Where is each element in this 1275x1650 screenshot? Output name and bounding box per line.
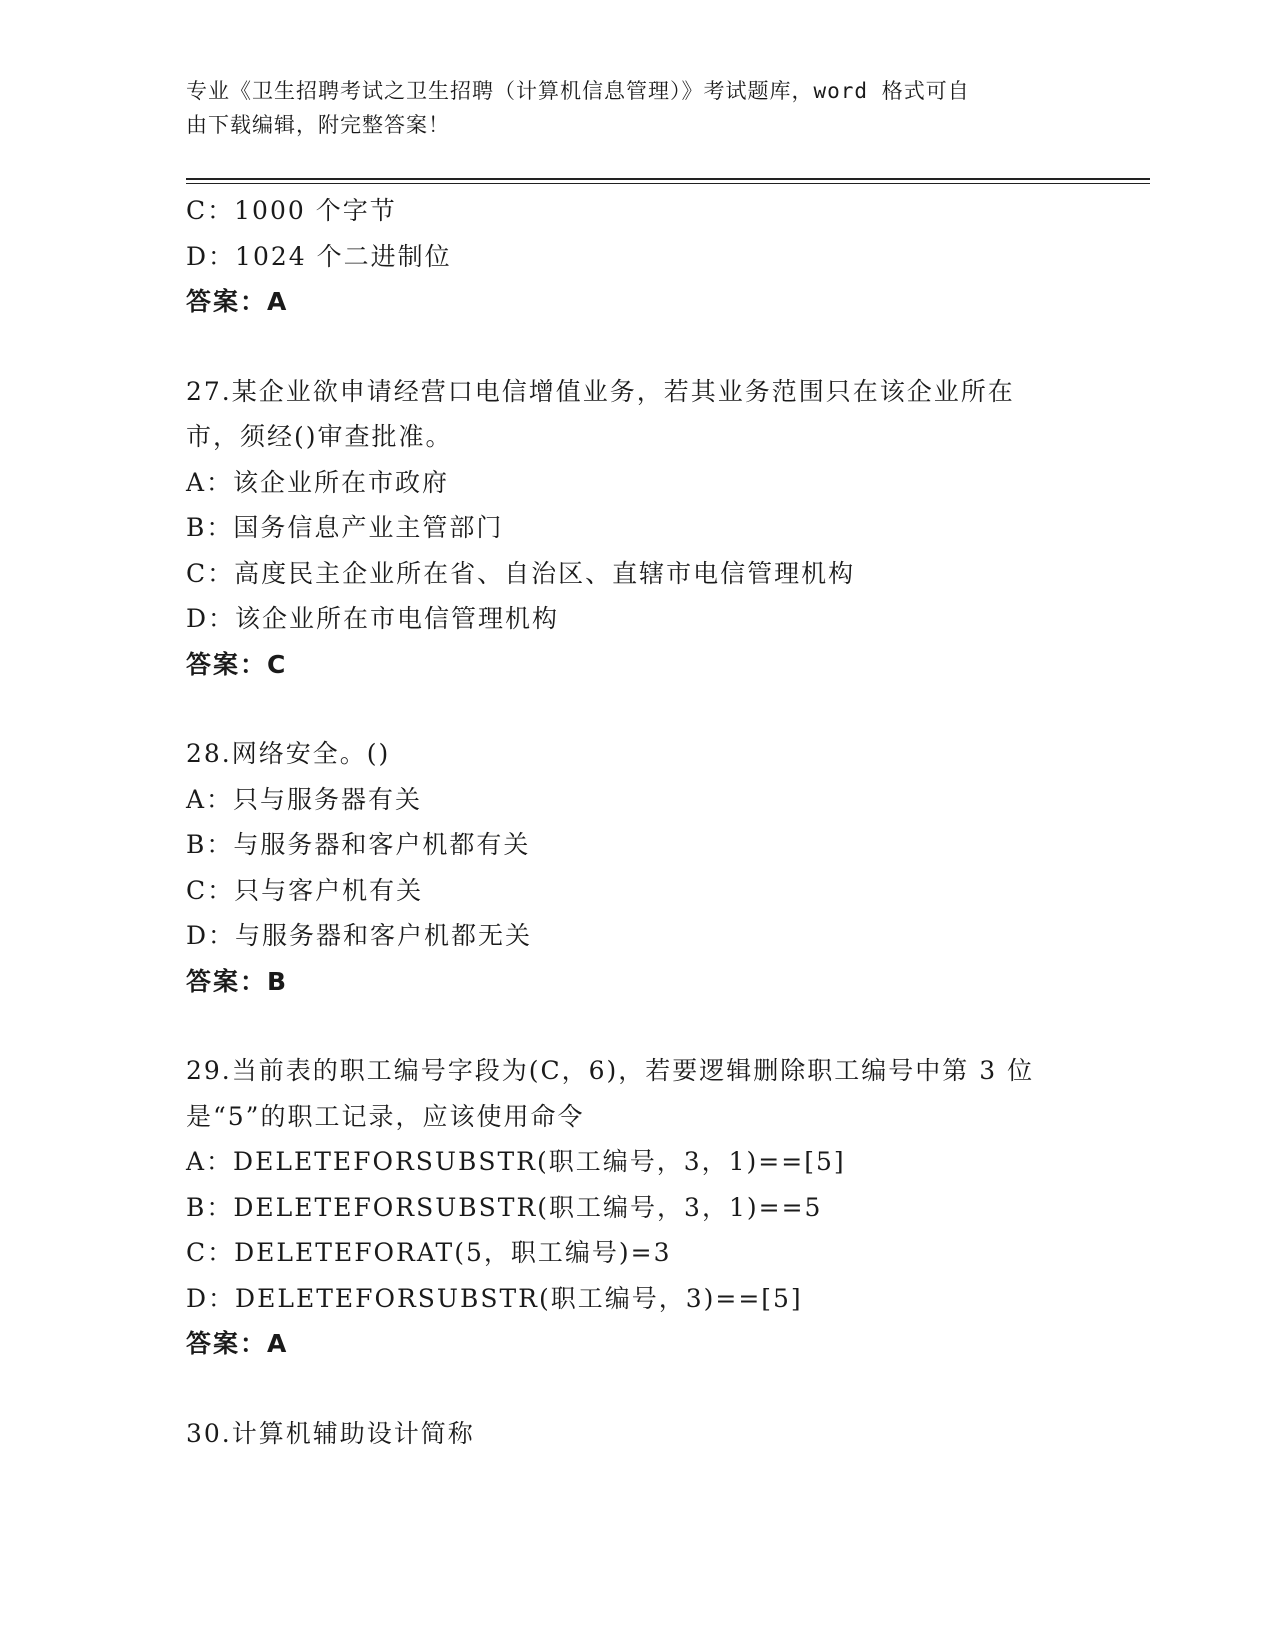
option-d: D：1024 个二进制位 (186, 241, 452, 271)
question-stem: 28.网络安全。() (186, 739, 391, 768)
document-header (186, 74, 1066, 142)
option-c: C：高度民主企业所在省、自治区、直辖市电信管理机构 (186, 558, 856, 588)
option-b: B：DELETEFORSUBSTR(职工编号，3，1)==5 (186, 1192, 823, 1222)
option-a: A：只与服务器有关 (186, 784, 423, 814)
prev-question (186, 188, 1086, 325)
question-stem: 29.当前表的职工编号字段为(C，6)，若要逻辑删除职工编号中第 3 位 (186, 1056, 1035, 1085)
option-c: C：DELETEFORAT(5，职工编号)=3 (186, 1238, 672, 1267)
option-b: B：与服务器和客户机都有关 (186, 830, 531, 859)
option-c: C：只与客户机有关 (186, 875, 424, 905)
question-stem: 市，须经()审查批准。 (186, 422, 453, 451)
header-rule-thick (186, 178, 1150, 180)
answer-line: 答案：A (186, 1329, 289, 1358)
question-body (186, 188, 1086, 1456)
header-line-1: 专业《卫生招聘考试之卫生招聘（计算机信息管理）》考试题库，word 格式可自 (186, 79, 970, 103)
option-a: A：该企业所在市政府 (186, 467, 450, 497)
answer-line: 答案：B (186, 966, 289, 996)
option-a: A：DELETEFORSUBSTR(职工编号，3，1)==[5] (186, 1147, 846, 1176)
header-rule-thin (186, 183, 1150, 184)
header-line-2: 由下载编辑，附完整答案！ (186, 113, 450, 137)
question-27 (186, 369, 1086, 688)
option-b: B：国务信息产业主管部门 (186, 513, 504, 542)
answer-line: 答案：C (186, 649, 288, 679)
question-29 (186, 1048, 1086, 1367)
option-d: D：该企业所在市电信管理机构 (186, 604, 560, 633)
answer-line: 答案：A (186, 287, 289, 316)
question-30 (186, 1411, 1086, 1457)
question-stem: 30.计算机辅助设计简称 (186, 1418, 475, 1448)
option-d: D：与服务器和客户机都无关 (186, 921, 533, 950)
option-c: C：1000 个字节 (186, 196, 397, 225)
question-stem: 是“5”的职工记录，应该使用命令 (186, 1101, 585, 1131)
question-28 (186, 731, 1086, 1004)
option-d: D：DELETEFORSUBSTR(职工编号，3)==[5] (186, 1283, 803, 1313)
question-stem: 27.某企业欲申请经营口电信增值业务，若其业务范围只在该企业所在 (186, 376, 1015, 406)
